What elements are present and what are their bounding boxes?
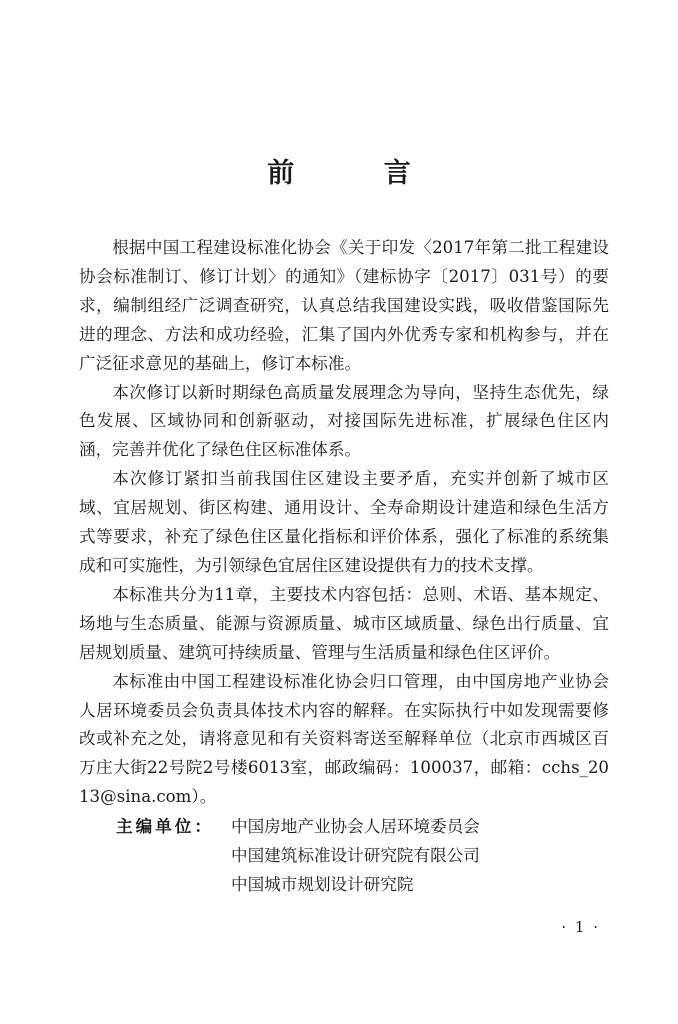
credit-name-2: 中国建筑标准设计研究院有限公司 — [231, 846, 480, 866]
preface-body — [79, 234, 609, 899]
credit-label: 主编单位： — [116, 817, 214, 837]
page-number: · 1 · — [561, 918, 600, 936]
preface-paragraph-5: 本标准由中国工程建设标准化协会归口管理，由中国房地产业协会人居环境委员会负责具体技术内容的解释。在实际执行中如发现需要修改或补充之处，请将意见和有关资料寄送至解释单位（北京市西城区百万庄大街22号院2号楼6013室，邮政编码：100037，邮箱：cchs_2013@sina.com）。 — [79, 671, 609, 807]
preface-paragraph-3: 本次修订紧扣当前我国住区建设主要矛盾，充实并创新了城市区域、宜居规划、街区构建、通用设计、全寿命期设计建造和绿色生活方式等要求，补充了绿色住区量化指标和评价体系，强化了标准的系统集成和可实施性，为引领绿色宜居住区建设提供有力的技术支撑。 — [79, 469, 609, 575]
page-title: 前 言 — [267, 158, 451, 189]
credit-row-1 — [79, 812, 609, 841]
preface-paragraph-2: 本次修订以新时期绿色高质量发展理念为导向，坚持生态优先，绿色发展、区域协同和创新驱动，对接国际先进标准，扩展绿色住区内涵，完善并优化了绿色住区标准体系。 — [79, 382, 609, 460]
credit-label-spacer — [79, 870, 231, 899]
chief-editor-units — [79, 812, 609, 899]
credit-name-1: 中国房地产业协会人居环境委员会 — [231, 817, 480, 837]
credit-row-3 — [79, 870, 609, 899]
preface-paragraph-1: 根据中国工程建设标准化协会《关于印发〈2017年第二批工程建设协会标准制订、修订计划〉的通知》（建标协字〔2017〕031号）的要求，编制组经广泛调查研究，认真总结我国建设实践，吸收借鉴国际先进的理念、方法和成功经验，汇集了国内外优秀专家和机构参与，并在广泛征求意见的基础上，修订本标准。 — [79, 238, 609, 373]
credit-row-2 — [79, 841, 609, 870]
credit-label-spacer — [79, 841, 231, 870]
credit-name-3: 中国城市规划设计研究院 — [231, 875, 414, 895]
preface-paragraph-4: 本标准共分为11章，主要技术内容包括：总则、术语、基本规定、场地与生态质量、能源与资源质量、城市区域质量、绿色出行质量、宜居规划质量、建筑可持续质量、管理与生活质量和绿色住区评价。 — [79, 584, 609, 662]
